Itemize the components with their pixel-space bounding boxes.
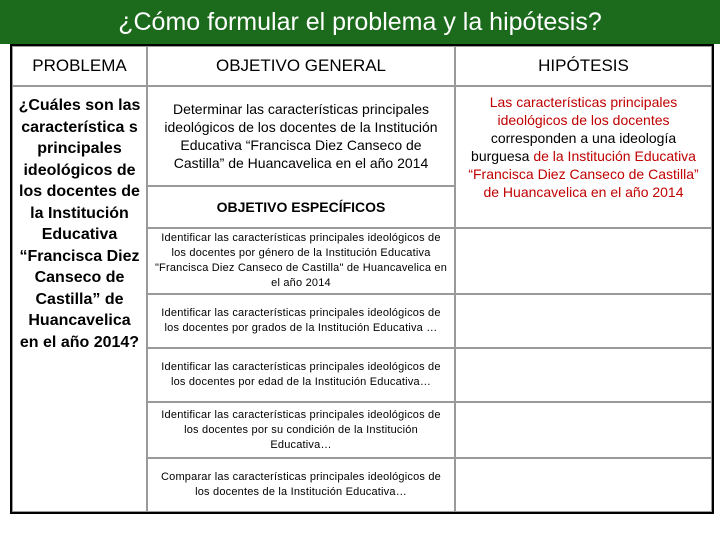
empty-cell: [455, 348, 712, 402]
objetivos-especificos-header: OBJETIVO ESPECÍFICOS: [147, 186, 455, 228]
objetivo-general-cell: Determinar las características principales ideológicos de los docentes de la Institución Educativa “Francisca Diez Canseco de Castilla” de Huancavelica en el año 2014: [147, 86, 455, 186]
header-hipotesis: HIPÓTESIS: [455, 46, 712, 86]
header-objetivo-general: OBJETIVO GENERAL: [147, 46, 455, 86]
empty-cell: [455, 294, 712, 348]
objetivo-especifico-4: Identificar las características principales ideológicos de los docentes por su condición de la Institución Educativa…: [147, 402, 455, 458]
empty-cell: [455, 402, 712, 458]
title-bar: [0, 0, 720, 44]
hipotesis-part-2: corresponden a una ideología burguesa: [471, 130, 677, 164]
objetivo-especifico-5: Comparar las características principales ideológicos de los docentes de la Institución Educativa…: [147, 458, 455, 512]
empty-cell: [455, 458, 712, 512]
header-problema: PROBLEMA: [12, 46, 147, 86]
hipotesis-part-3: de la Institución Educativa “Francisca Diez Canseco de Castilla” de Huancavelica en el año 2014: [468, 148, 699, 200]
slide-title: ¿Cómo formular el problema y la hipótesis?: [118, 8, 602, 36]
hipotesis-part-1: Las características principales ideológicos de los docentes: [489, 94, 678, 128]
objetivo-especifico-1: Identificar las características principales ideológicos de los docentes por género de la Institución Educativa "Francisca Diez Canseco de Castilla" de Huancavelica en el año 2014: [147, 228, 455, 294]
empty-cell: [455, 228, 712, 294]
problema-cell: ¿Cuáles son las característica s principales ideológicos de los docentes de la Institución Educativa “Francisca Diez Canseco de Castilla” de Huancavelica en el año 2014?: [12, 86, 147, 512]
objetivo-especifico-2: Identificar las características principales ideológicos de los docentes por grados de la Institución Educativa …: [147, 294, 455, 348]
hipotesis-cell: [455, 86, 712, 228]
objetivo-especifico-3: Identificar las características principales ideológicos de los docentes por edad de la Institución Educativa…: [147, 348, 455, 402]
hipotesis-text: [462, 93, 705, 201]
